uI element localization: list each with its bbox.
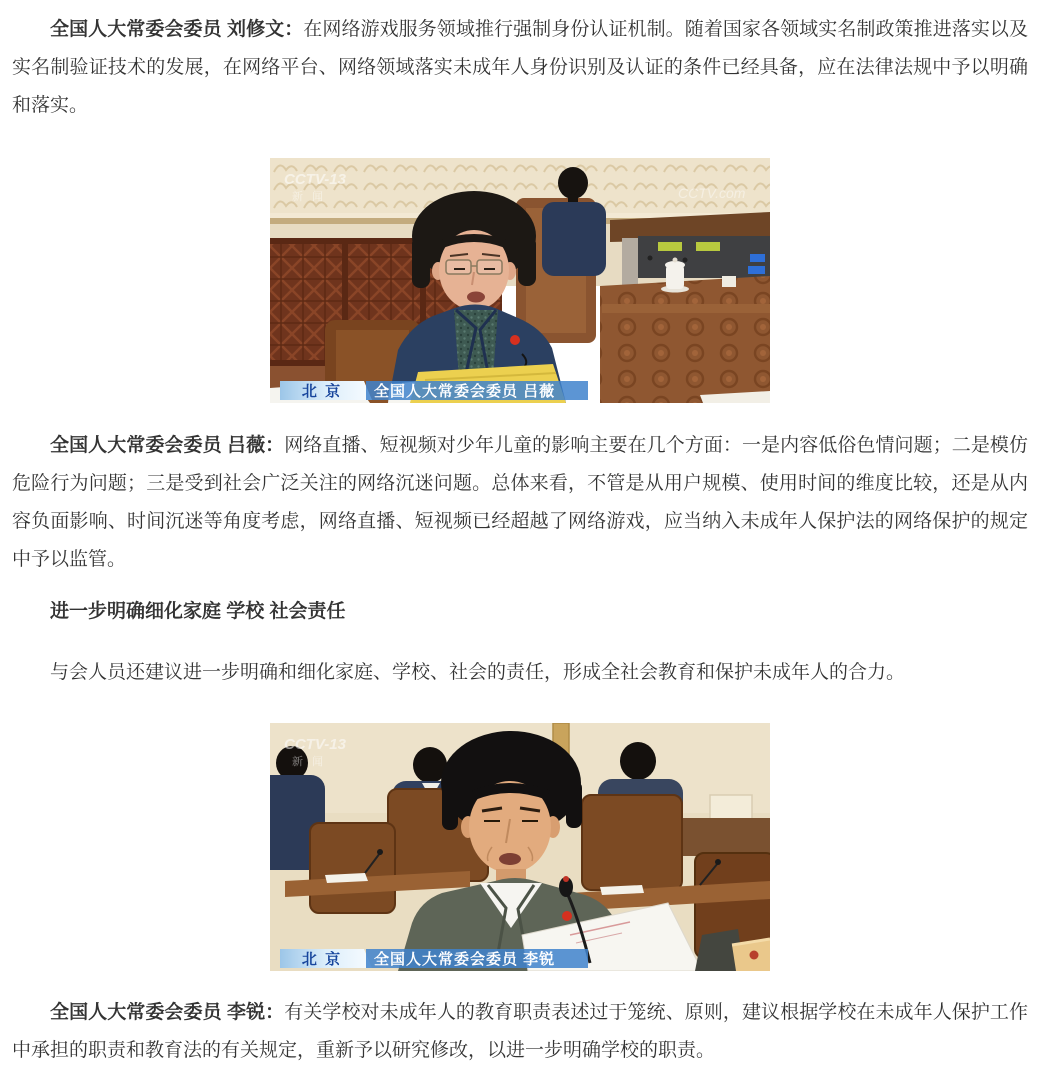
desk-microphone-head: [715, 859, 721, 865]
paragraph-text: 与会人员还建议进一步明确和细化家庭、学校、社会的责任，形成全社会教育和保护未成年人的合力。: [50, 662, 906, 683]
paragraph-lv-wei: [12, 427, 1028, 579]
video-still-li-rui: [270, 723, 770, 971]
caption-speaker-text: 全国人大常委会委员 李锐: [374, 951, 556, 968]
section-subheading: [12, 593, 1028, 631]
paragraph-li-rui: [12, 994, 1028, 1070]
paragraph-text: 在网络游戏服务领域推行强制身份认证机制。随着国家各领域实名制政策推进落实以及实名制验证技术的发展，在网络平台、网络领域落实未成年人身份识别及认证的条件已经具备，应在法律法规中予以明确和落实。: [12, 19, 1028, 116]
speaker-name-liu-xiuwen: 全国人大常委会委员 刘修文：: [50, 19, 304, 40]
name-card: [722, 276, 736, 287]
speaker-hair-side: [566, 781, 582, 828]
speaker-name-li-rui: 全国人大常委会委员 李锐：: [50, 1002, 285, 1023]
speaker-hair-side: [518, 236, 536, 286]
equipment-led: [748, 266, 765, 274]
paragraph-liu-xiuwen: [12, 11, 1028, 125]
mouth-open: [467, 292, 485, 303]
microphone-ring: [563, 876, 569, 882]
cup-lid-knob: [673, 258, 678, 263]
glasses-lens: [446, 260, 471, 274]
paragraph-summary: [12, 654, 1028, 692]
paragraph-text: 有关学校对未成年人的教育职责表述过于笼统、原则，建议根据学校在未成年人保护工作中承担的职责和教育法的有关规定，重新予以研究修改，以进一步明确学校的职责。: [12, 1002, 1028, 1061]
chair: [582, 795, 682, 890]
equipment-knob: [683, 258, 688, 263]
background-person-body: [542, 202, 606, 276]
cctv-news-watermark: 新 闻: [292, 191, 327, 203]
glasses-lens: [477, 260, 502, 274]
equipment-knob: [648, 256, 653, 261]
chair: [310, 823, 395, 913]
paragraph-text: 网络直播、短视频对少年儿童的影响主要在几个方面：一是内容低俗色情问题；二是模仿危险行为问题；三是受到社会广泛关注的网络沉迷问题。总体来看，不管是从用户规模、使用时间的维度比较，还是从内容负面影响、时间沉迷等角度考虑，网络直播、短视频已经超越了网络游戏，应当纳入未成年人保护法的网络保护的规定中予以监管。: [12, 435, 1028, 570]
desk-microphone-head: [377, 849, 383, 855]
carved-desk-front: [600, 276, 770, 403]
equipment-led: [750, 254, 765, 262]
meeting-room-scene-lv-wei: [270, 158, 770, 403]
caption-location-text: 北 京: [301, 383, 343, 400]
speaker-name-lv-wei: 全国人大常委会委员 吕薇：: [50, 435, 285, 456]
caption-location-text: 北 京: [301, 951, 343, 968]
equipment-screen: [696, 242, 720, 251]
subheading-text: 进一步明确细化家庭 学校 社会责任: [50, 601, 346, 622]
equipment-screen: [658, 242, 682, 251]
mouth-open: [499, 853, 521, 865]
desk-emblem: [750, 951, 759, 960]
cctv13-watermark: CCTV-13: [284, 736, 346, 753]
desk-side-panel: [622, 238, 638, 288]
desk-band: [602, 304, 770, 313]
cctv-news-watermark: 新 闻: [292, 756, 327, 768]
cctv-com-watermark: CCTV.com: [678, 185, 746, 201]
red-lapel-pin: [510, 335, 520, 345]
cctv13-watermark: CCTV-13: [284, 171, 346, 188]
red-lapel-pin: [562, 911, 572, 921]
background-person-hair: [620, 742, 656, 780]
meeting-room-scene-li-rui: [270, 723, 770, 971]
speaker-hair-side: [442, 783, 458, 830]
speaker-hair-side: [412, 236, 430, 288]
video-still-lv-wei: [270, 158, 770, 403]
caption-speaker-text: 全国人大常委会委员 吕薇: [374, 383, 556, 400]
